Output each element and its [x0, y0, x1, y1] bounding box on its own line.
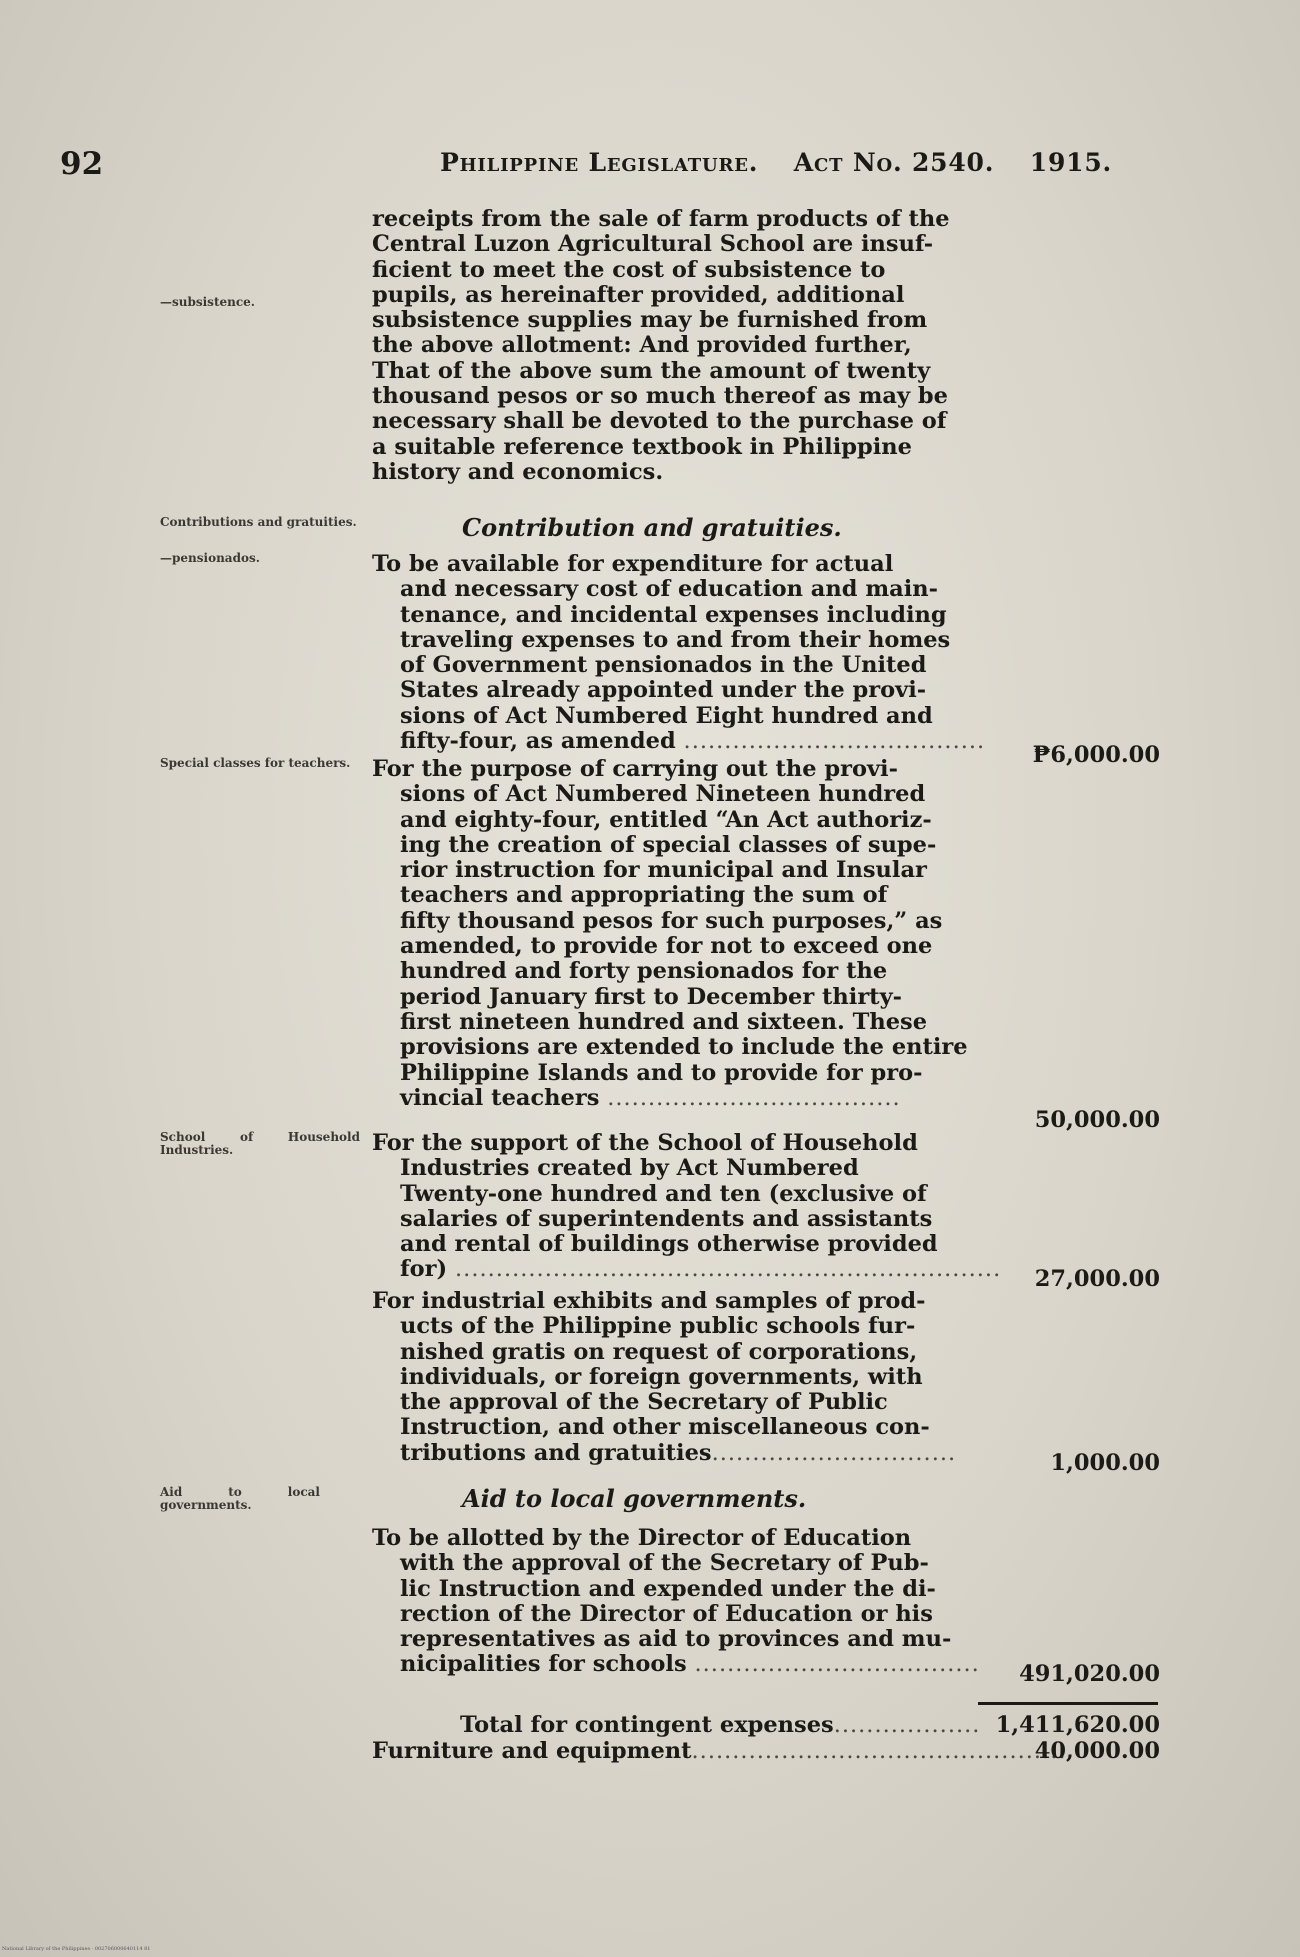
item-household-industries [372, 1130, 1002, 1283]
margin-note-household: School of Household Industries. [160, 1130, 360, 1157]
text-line: for) [400, 1256, 448, 1283]
text-line: Central Luzon Agricultural School are insuf- [372, 231, 934, 258]
dot-leader: ................................................................... [455, 1256, 1002, 1283]
act-number: Act No. 2540. [793, 148, 995, 177]
running-header [440, 148, 1138, 177]
amount-exhibits: 1,000.00 [1050, 1450, 1160, 1476]
margin-note-aid: Aid to local governments. [160, 1485, 320, 1512]
text-line: and necessary cost of education and main- [400, 576, 938, 603]
text-line: of Government pensionados in the United [400, 652, 927, 679]
text-line: tributions and gratuities [400, 1439, 712, 1466]
page-number: 92 [60, 146, 104, 182]
text-line: That of the above sum the amount of twenty [372, 357, 931, 384]
text-line: the approval of the Secretary of Public [400, 1389, 888, 1416]
text-line: representatives as aid to provinces and mu- [400, 1626, 952, 1653]
text-line: traveling expenses to and from their homes [400, 626, 951, 653]
text-line: provisions are extended to include the entire [400, 1034, 968, 1061]
text-line: For industrial exhibits and samples of prod- [372, 1288, 926, 1314]
amount-special-classes: 50,000.00 [1034, 1107, 1160, 1133]
text-line: with the approval of the Secretary of Pub- [400, 1550, 929, 1577]
text-line: Twenty-one hundred and ten (exclusive of [400, 1180, 927, 1207]
text-line: necessary shall be devoted to the purchase of [372, 408, 947, 435]
text-line: sions of Act Numbered Eight hundred and [400, 702, 933, 729]
text-line: ucts of the Philippine public schools fur- [400, 1313, 916, 1340]
text-line: Industries created by Act Numbered [400, 1155, 859, 1182]
amount-total: 1,411,620.00 [995, 1712, 1160, 1738]
text-line: ficient to meet the cost of subsistence to [372, 256, 886, 283]
dot-leader: .............................................. [691, 1738, 1067, 1764]
text-line: Instruction, and other miscellaneous con- [400, 1414, 930, 1441]
text-line: first nineteen hundred and sixteen. These [400, 1008, 928, 1035]
section-heading-aid: Aid to local governments. [462, 1484, 807, 1513]
dot-leader: .................. [833, 1712, 981, 1738]
text-line: tenance, and incidental expenses including [400, 601, 947, 628]
dot-leader: ..................................... [683, 728, 986, 755]
margin-note-special-classes: Special classes for teachers. [160, 756, 351, 770]
text-line: period January first to December thirty- [400, 983, 902, 1010]
text-line: lic Instruction and expended under the di- [400, 1575, 936, 1602]
text-line: and eighty-four, entitled “An Act authoriz- [400, 806, 932, 833]
text-line: States already appointed under the provi- [400, 677, 927, 704]
text-line: nicipalities for schools [400, 1651, 687, 1678]
furniture-line [372, 1738, 1067, 1764]
text-line: history and economics. [372, 458, 664, 485]
text-line: the above allotment: And provided further, [372, 332, 912, 359]
item-industrial-exhibits [372, 1289, 984, 1466]
text-line: and rental of buildings otherwise provided [400, 1231, 938, 1258]
item-aid-local-governments [372, 1526, 984, 1678]
amount-furniture: 40,000.00 [1034, 1738, 1160, 1764]
item-pensionados [372, 552, 984, 754]
amount-aid: 491,020.00 [1019, 1661, 1160, 1687]
text-line: rior instruction for municipal and Insular [400, 857, 927, 884]
amount-pensionados: ₱6,000.00 [1032, 742, 1160, 768]
text-line: For the support of the School of Household [372, 1130, 918, 1156]
furniture-label: Furniture and equipment [372, 1738, 692, 1764]
text-line: individuals, or foreign governments, with [400, 1363, 923, 1390]
text-line: thousand pesos or so much thereof as may be [372, 383, 948, 410]
text-line: fifty-four, as amended [400, 728, 676, 755]
text-line: salaries of superintendents and assistants [400, 1205, 933, 1232]
dot-leader: .............................. [711, 1439, 957, 1466]
act-year: 1915. [1029, 148, 1113, 177]
text-line: ing the creation of special classes of supe- [400, 831, 937, 858]
dot-leader: .................................... [607, 1084, 901, 1111]
text-line: sions of Act Numbered Nineteen hundred [400, 781, 926, 808]
item-special-classes [372, 757, 984, 1111]
text-line: nished gratis on request of corporations, [400, 1338, 918, 1365]
margin-note-contributions: Contributions and gratuities. [160, 515, 357, 529]
total-label: Total for contingent expenses [460, 1712, 834, 1738]
text-line: a suitable reference textbook in Philippine [372, 433, 912, 460]
text-line: vincial teachers [400, 1084, 600, 1111]
paragraph-subsistence [372, 207, 984, 485]
margin-note-subsistence: —subsistence. [160, 295, 255, 309]
text-line: fifty thousand pesos for such purposes,” as [400, 907, 943, 934]
text-line: hundred and forty pensionados for the [400, 958, 888, 985]
section-heading-contribution: Contribution and gratuities. [462, 513, 842, 542]
total-contingent-line [372, 1712, 1072, 1738]
text-line: To be allotted by the Director of Education [372, 1525, 912, 1551]
amount-household: 27,000.00 [1034, 1266, 1160, 1292]
text-line: subsistence supplies may be furnished from [372, 307, 928, 334]
total-rule [978, 1702, 1158, 1705]
text-line: rection of the Director of Education or his [400, 1600, 933, 1627]
text-line: To be available for expenditure for actual [372, 551, 894, 577]
text-line: teachers and appropriating the sum of [400, 882, 888, 909]
margin-note-pensionados: —pensionados. [160, 551, 260, 565]
dot-leader: ................................... [694, 1651, 980, 1678]
text-line: receipts from the sale of farm products of the [372, 206, 950, 232]
text-line: pupils, as hereinafter provided, additional [372, 281, 905, 308]
text-line: For the purpose of carrying out the provi- [372, 756, 898, 782]
scan-credit: National Library of the Philippines · 002706000640114 81 [2, 1946, 151, 1952]
text-line: Philippine Islands and to provide for pro- [400, 1059, 923, 1086]
running-title: Philippine Legislature. [440, 148, 759, 177]
text-line: amended, to provide for not to exceed one [400, 933, 933, 960]
